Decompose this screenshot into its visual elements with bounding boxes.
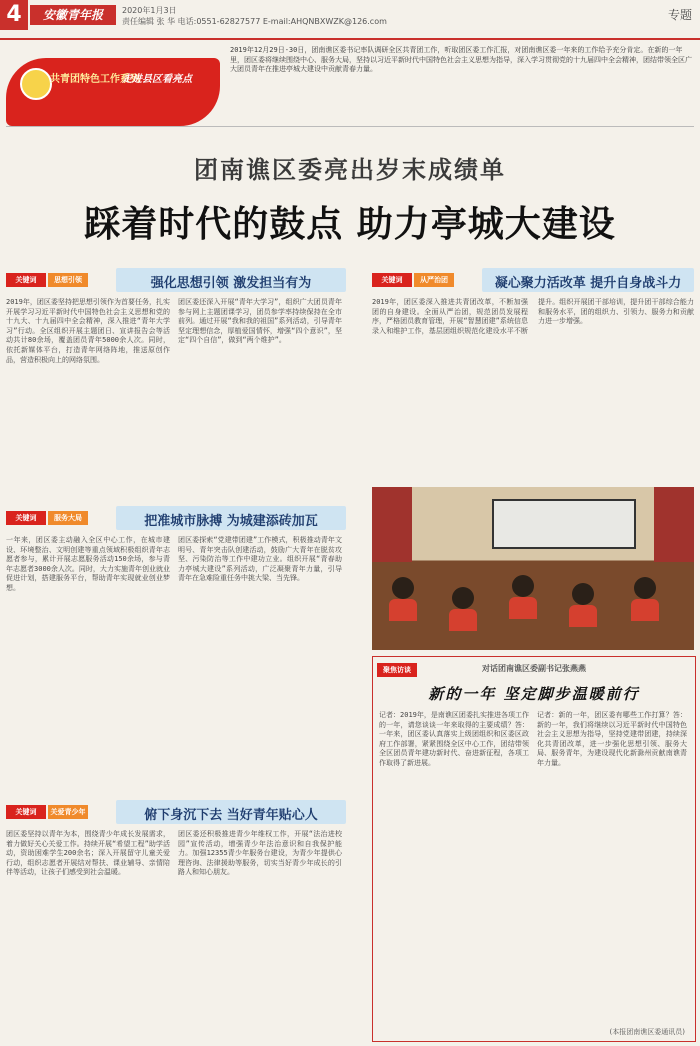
interview-text-right: 记者：新的一年，团区委有哪些工作打算？答：新的一年，我们将继续以习近平新时代中国特色社会主义思想为指导，坚持党建带团建，持续深化共青团改革，进一步强化思想引领、服务大局、服务青年，为建设现代化新滁州贡献南谯青年力量。 [537, 711, 687, 767]
keyword-topic: 关爱青少年 [48, 805, 88, 819]
keyword-topic: 服务大局 [48, 511, 88, 525]
section-2-text-left: 一年来，团区委主动融入全区中心工作，在城市建设、环境整治、文明创建等重点领域积极组织青年志愿者参与，累计开展志愿服务活动150余场，参与青年志愿者3000余人次。同时，大力实施青年创业就业促进计划，搭建服务平台，帮助青年实现就业创业梦想。 [6, 536, 170, 592]
section-head-3 [6, 800, 346, 824]
section-heading: 俯下身沉下去 当好青年贴心人 [144, 808, 318, 823]
header-contact: 责任编辑 张 华 电话:0551-62827577 E-mail:AHQNBXWZK@126.com [122, 17, 387, 26]
series-slogan: 走进县区看亮点 [122, 74, 192, 85]
section-2-text-right: 团区委探索“党建带团建”工作模式，积极推动青年文明号、青年突击队创建活动，鼓励广大青年在脱贫攻坚、污染防治等工作中建功立业。组织开展“青春助力亭城大建设”系列活动，广泛凝聚青年力量，引导青年在急难险重任务中挑大梁、当先锋。 [178, 536, 342, 583]
student-body [569, 605, 597, 627]
header-date: 2020年1月3日 [122, 6, 177, 15]
student-body [389, 599, 417, 621]
intro-paragraph: 2019年12月29日-30日，团南谯区委书记率队调研全区共青团工作，听取团区委工作汇报，对团南谯区委一年来的工作给予充分肯定。在新的一年里，团区委将继续围绕中心、服务大局，坚持以习近平新时代中国特色社会主义思想为指导，深入学习贯彻党的十九届四中全会精神，团结带领全区广大团员青年在推进亭城大建设中贡献青春力量。 [230, 46, 692, 73]
student-head [572, 583, 594, 605]
keyword-tag: 关键词 [6, 805, 46, 819]
student-head [452, 587, 474, 609]
student-body [631, 599, 659, 621]
interview-box [372, 656, 696, 1042]
emblem-icon [20, 68, 52, 100]
section-4-text: 2019年，团区委深入推进共青团改革，不断加强团的自身建设。全面从严治团，规范团员发展程序，严格团员教育管理，开展“智慧团建”系统信息录入和维护工作，基层团组织规范化建设水平不断提升。组织开展团干部培训，提升团干部综合能力和服务水平，团的组织力、引领力、服务力和贡献力进一步增强。 [372, 298, 694, 335]
keyword-topic: 从严治团 [414, 273, 454, 287]
student-head [392, 577, 414, 599]
main-headline: 踩着时代的鼓点 助力亭城大建设 [84, 204, 616, 245]
projector-screen [492, 499, 636, 549]
heading-bar [116, 506, 346, 530]
interview-title: 新的一年 坚定脚步温暖前行 [428, 685, 640, 703]
heading-bar [482, 268, 694, 292]
source-note: (本报团南谯区委通讯员) [609, 1028, 685, 1036]
paper-name: 安徽青年报 [30, 5, 116, 25]
series-banner [6, 58, 220, 126]
classroom-photo [372, 487, 694, 650]
curtain-left [372, 487, 412, 562]
section-heading: 凝心聚力活改革 提升自身战斗力 [494, 276, 682, 291]
section-heading: 强化思想引领 激发担当有为 [150, 276, 312, 291]
student-body [509, 597, 537, 619]
interview-lead: 对话团南谯区委副书记张燕燕 [482, 663, 586, 673]
student-head [634, 577, 656, 599]
section-1-text-right: 团区委还深入开展“青年大学习”，组织广大团员青年参与网上主题团课学习，团员参学率持续保持在全市前列。通过开展“我和我的祖国”系列活动，引导青年坚定理想信念，厚植爱国情怀，增强“四个意识”，坚定“四个自信”，做到“两个维护”。 [178, 298, 342, 345]
heading-bar [116, 268, 346, 292]
section-3-text-right: 团区委还积极推进青少年维权工作，开展“法治进校园”宣传活动，增强青少年法治意识和自我保护能力。加强12355青少年服务台建设，为青少年提供心理咨询、法律援助等服务，切实当好青少年成长的引路人和知心朋友。 [178, 830, 342, 877]
keyword-tag: 关键词 [372, 273, 412, 287]
student-head [512, 575, 534, 597]
section-3-text-left: 团区委坚持以青年为本，围绕青少年成长发展需求，着力做好关心关爱工作。持续开展“希望工程”助学活动，资助困难学生200余名；深入开展留守儿童关爱行动，组织志愿者开展结对帮扶、课业辅导、亲情陪伴等活动，让孩子们感受到社会温暖。 [6, 830, 170, 877]
student-body [449, 609, 477, 631]
heading-bar [116, 800, 346, 824]
section-head-2 [6, 506, 346, 530]
interview-text-left: 记者：2019年，是南谯区团委扎实推进各项工作的一年，请您谈谈一年来取得的主要成绩？答：一年来，团区委认真落实上级团组织和区委区政府工作部署，紧紧围绕全区中心工作，团结带领全区团员青年建功新时代、奋进新征程，各项工作取得了新进展。 [379, 711, 529, 767]
keyword-tag: 关键词 [6, 273, 46, 287]
section-heading: 把准城市脉搏 为城建添砖加瓦 [144, 514, 318, 529]
series-name: 共青团特色工作系列 [50, 74, 140, 85]
keyword-topic: 思想引领 [48, 273, 88, 287]
page-number: 4 [0, 0, 28, 30]
sub-headline: 团南谯区委亮出岁末成绩单 [194, 155, 506, 184]
interview-tag: 聚焦访谈 [377, 663, 417, 677]
section-head-4 [372, 268, 694, 292]
section-head-1 [6, 268, 346, 292]
section-label: 专题 [667, 8, 692, 22]
curtain-right [654, 487, 694, 562]
header-meta [122, 5, 387, 27]
section-1-text-left: 2019年，团区委坚持把思想引领作为首要任务，扎实开展学习习近平新时代中国特色社会主义思想和党的十九大、十九届四中全会精神，深入推进“青年大学习”行动。全区组织开展主题团日、宣讲报告会等活动共计80余场，覆盖团员青年5000余人次。同时，依托新媒体平台，打造青年网络阵地，推送原创作品，营造积极向上的网络氛围。 [6, 298, 170, 364]
divider [6, 126, 694, 127]
page-header [0, 0, 700, 40]
keyword-tag: 关键词 [6, 511, 46, 525]
